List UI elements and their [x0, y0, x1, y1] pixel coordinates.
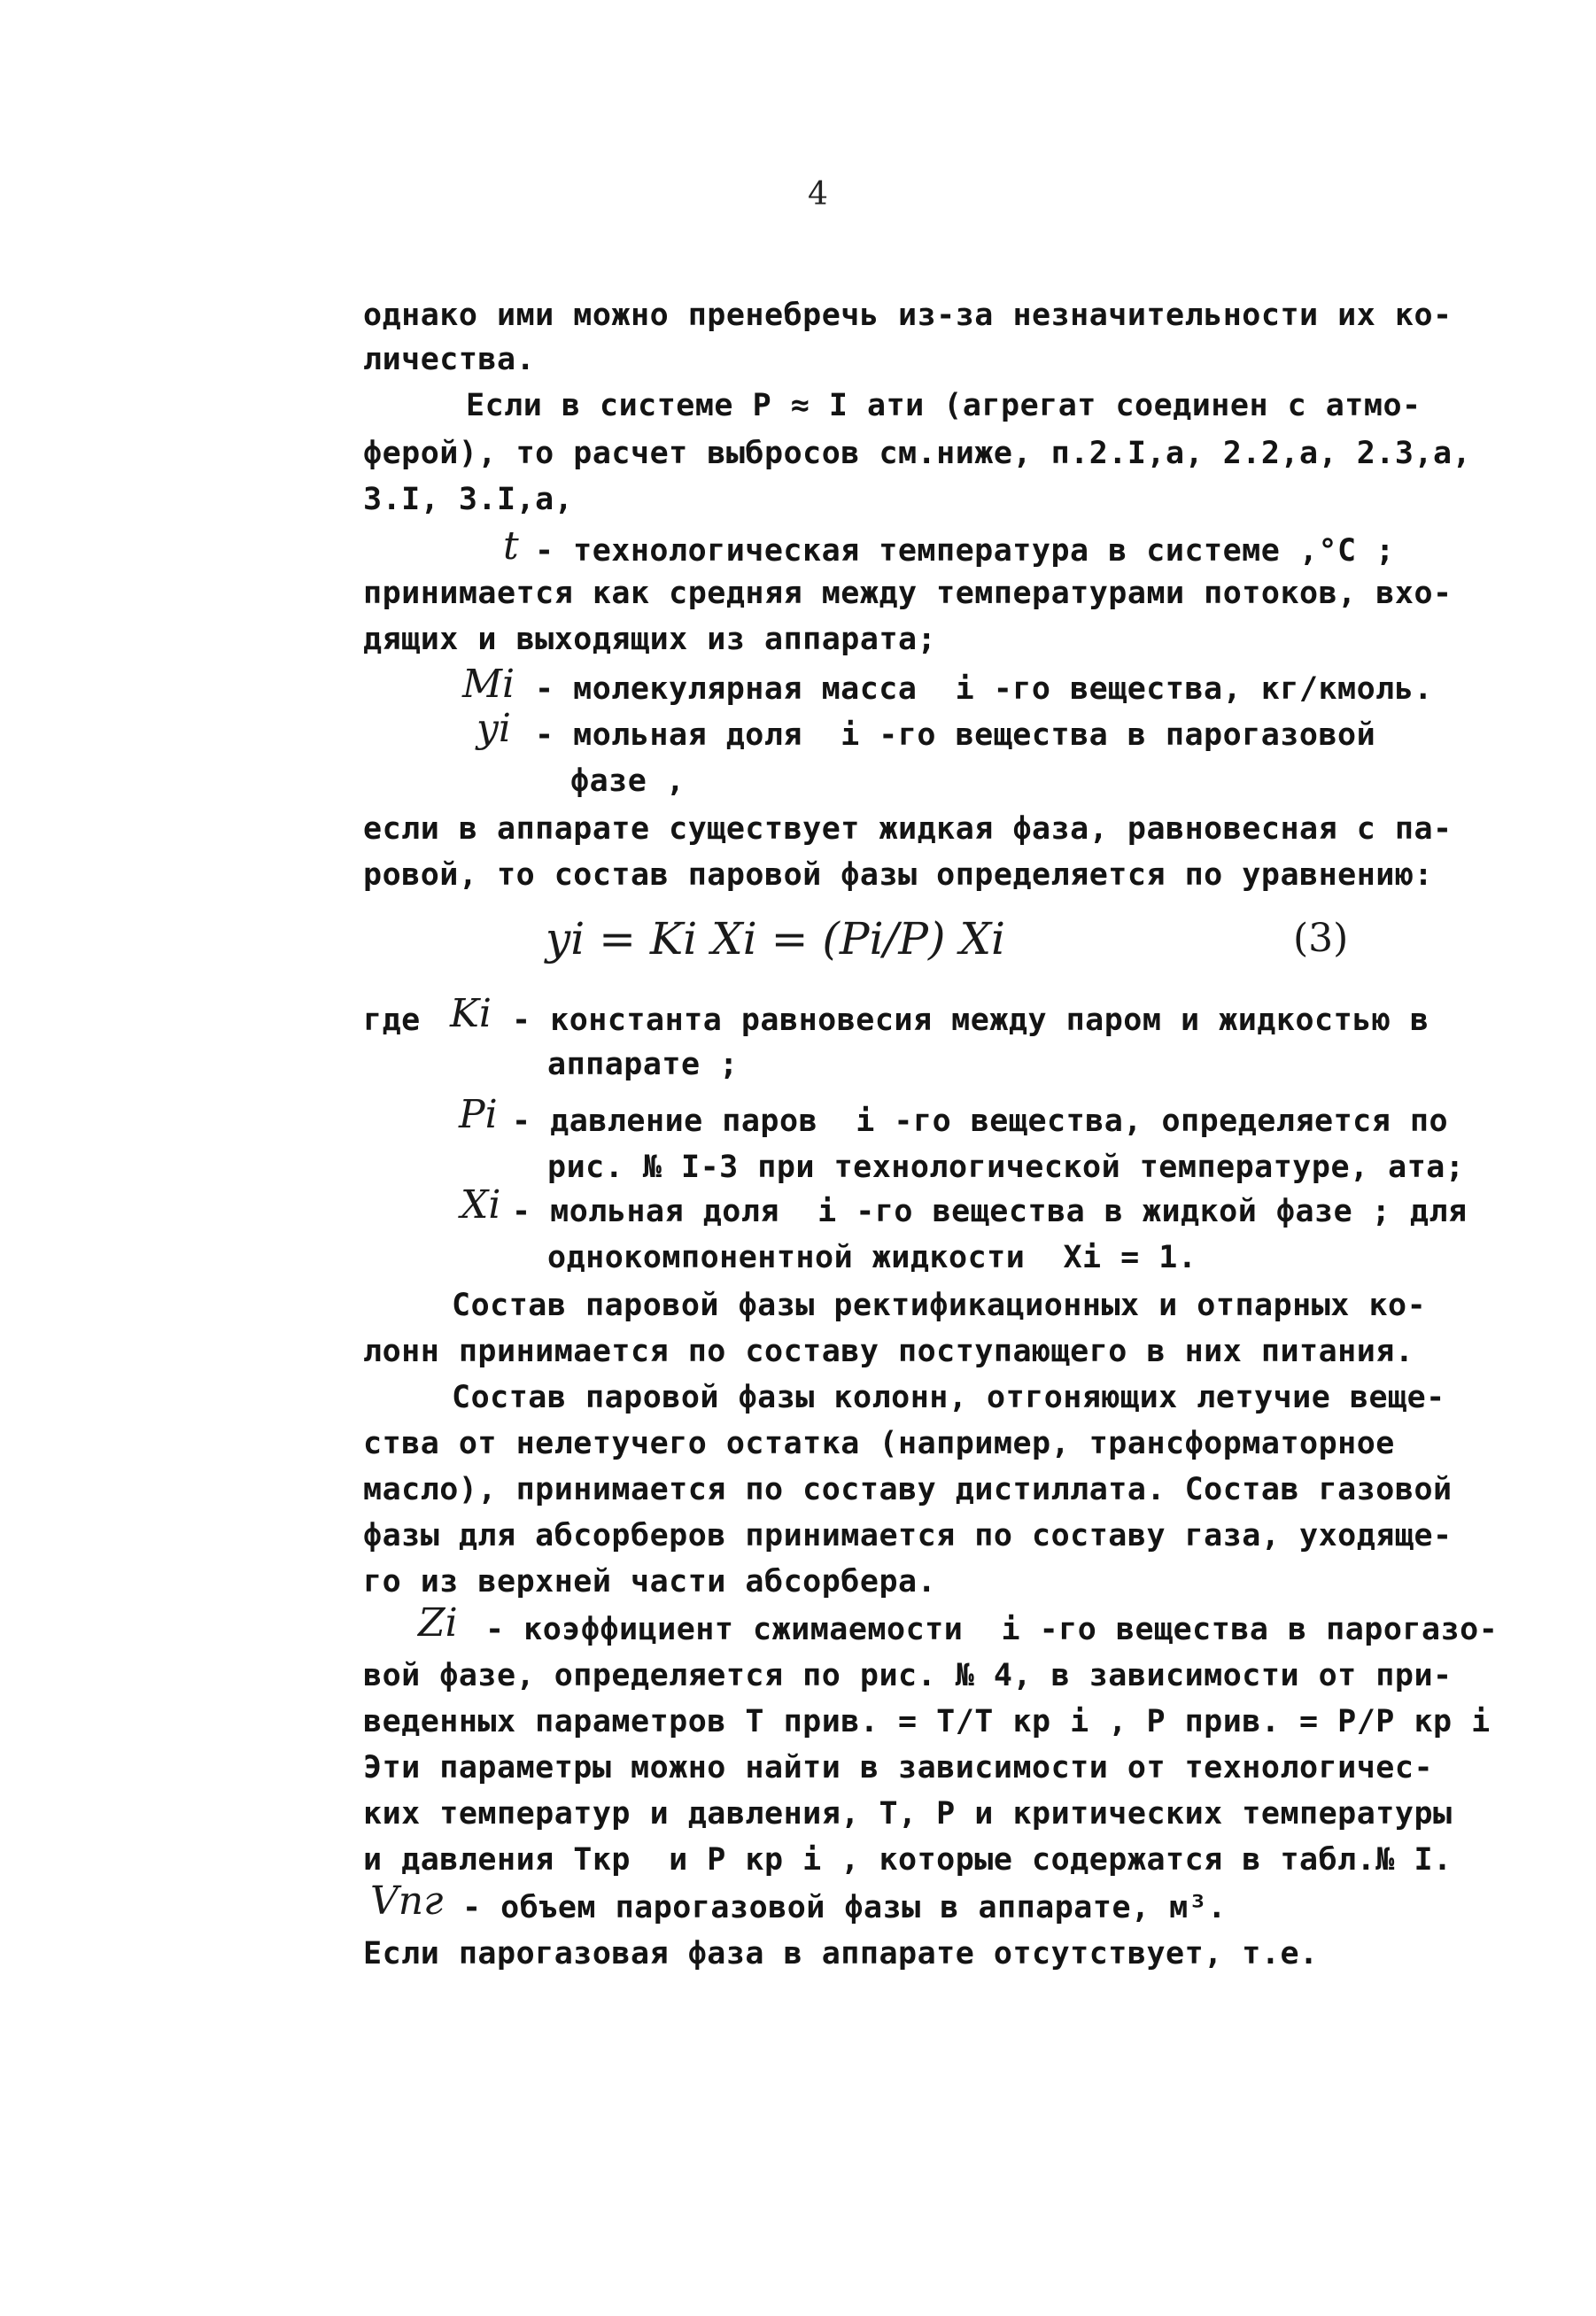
text-line: однако ими можно пренебречь из-за незначительности их ко-	[363, 298, 1453, 333]
text-line: Эти параметры можно найти в зависимости от технологичес-	[363, 1750, 1434, 1785]
symbol-pi: Pi	[459, 1092, 498, 1137]
text-line: - объем парогазовой фазы в аппарате, м³.	[462, 1890, 1227, 1925]
text-line: ровой, то состав паровой фазы определяется по уравнению:	[363, 857, 1434, 893]
symbol-zi: Zi	[418, 1600, 458, 1646]
text-line: - давление паров i -го вещества, определяется по	[512, 1104, 1449, 1139]
text-line: Состав паровой фазы колонн, отгоняющих летучие веще-	[452, 1380, 1445, 1415]
text-line: вой фазе, определяется по рис. № 4, в зависимости от при-	[363, 1658, 1453, 1693]
text-line: однокомпонентной жидкости Xi = 1.	[547, 1240, 1197, 1275]
text-line: ства от нелетучего остатка (например, трансформаторное	[363, 1426, 1395, 1461]
symbol-mi: Mi	[462, 662, 515, 707]
text-line: и давления Ткр и Р кр i , которые содержатся в табл.№ I.	[363, 1842, 1453, 1878]
text-line: - коэффициент сжимаемости i -го вещества в парогазо-	[485, 1612, 1499, 1647]
text-line: фазы для абсорберов принимается по составу газа, уходяще-	[363, 1518, 1453, 1553]
symbol-ki: Ki	[450, 991, 492, 1036]
text-line: дящих и выходящих из аппарата;	[363, 622, 937, 657]
text-line: рис. № I-3 при технологической температуре, ата;	[547, 1150, 1465, 1185]
text-line: принимается как средняя между температурами потоков, вхо-	[363, 576, 1453, 611]
symbol-xi: Xi	[461, 1182, 501, 1228]
text-line: личества.	[363, 342, 536, 377]
text-line: го из верхней части абсорбера.	[363, 1564, 937, 1600]
text-line: - технологическая температура в системе ,°С ;	[535, 533, 1395, 569]
text-line: - мольная доля i -го вещества в жидкой фазе ; для	[512, 1194, 1468, 1229]
text-line: ферой), то расчет выбросов см.ниже, п.2.I,а, 2.2,а, 2.3,а,	[363, 436, 1472, 471]
page-number: 4	[808, 176, 828, 213]
text-line: где	[363, 1003, 421, 1038]
text-line: веденных параметров Т прив. = Т/Т кр i , Р прив. = Р/Р кр i	[363, 1704, 1491, 1739]
equation-number: (3)	[1293, 916, 1349, 961]
equation-3: yi = Ki Xi = (Pi/P) Xi	[546, 913, 1006, 964]
symbol-vpg: Vпг	[370, 1878, 444, 1924]
text-line: лонн принимается по составу поступающего в них питания.	[363, 1334, 1414, 1369]
symbol-yi: yi	[476, 706, 511, 751]
text-line: аппарате ;	[547, 1047, 739, 1082]
text-line: 3.I, 3.I,а,	[363, 482, 574, 517]
text-line: Если в системе Р ≈ I ати (агрегат соединен с атмо-	[466, 388, 1422, 423]
text-line: - константа равновесия между паром и жидкостью в	[512, 1003, 1429, 1038]
text-line: Состав паровой фазы ректификационных и отпарных ко-	[452, 1288, 1427, 1323]
text-line: - мольная доля i -го вещества в парогазовой	[535, 717, 1376, 753]
text-line: - молекулярная масса i -го вещества, кг/кмоль.	[535, 671, 1433, 707]
text-line: если в аппарате существует жидкая фаза, равновесная с па-	[363, 811, 1453, 847]
symbol-t: t	[503, 523, 519, 569]
text-line: ких температур и давления, Т, Р и критических температуры	[363, 1796, 1453, 1832]
text-line: фазе ,	[570, 763, 686, 799]
text-line: Если парогазовая фаза в аппарате отсутствует, т.е.	[363, 1936, 1319, 1971]
text-line: масло), принимается по составу дистиллата. Состав газовой	[363, 1472, 1453, 1507]
